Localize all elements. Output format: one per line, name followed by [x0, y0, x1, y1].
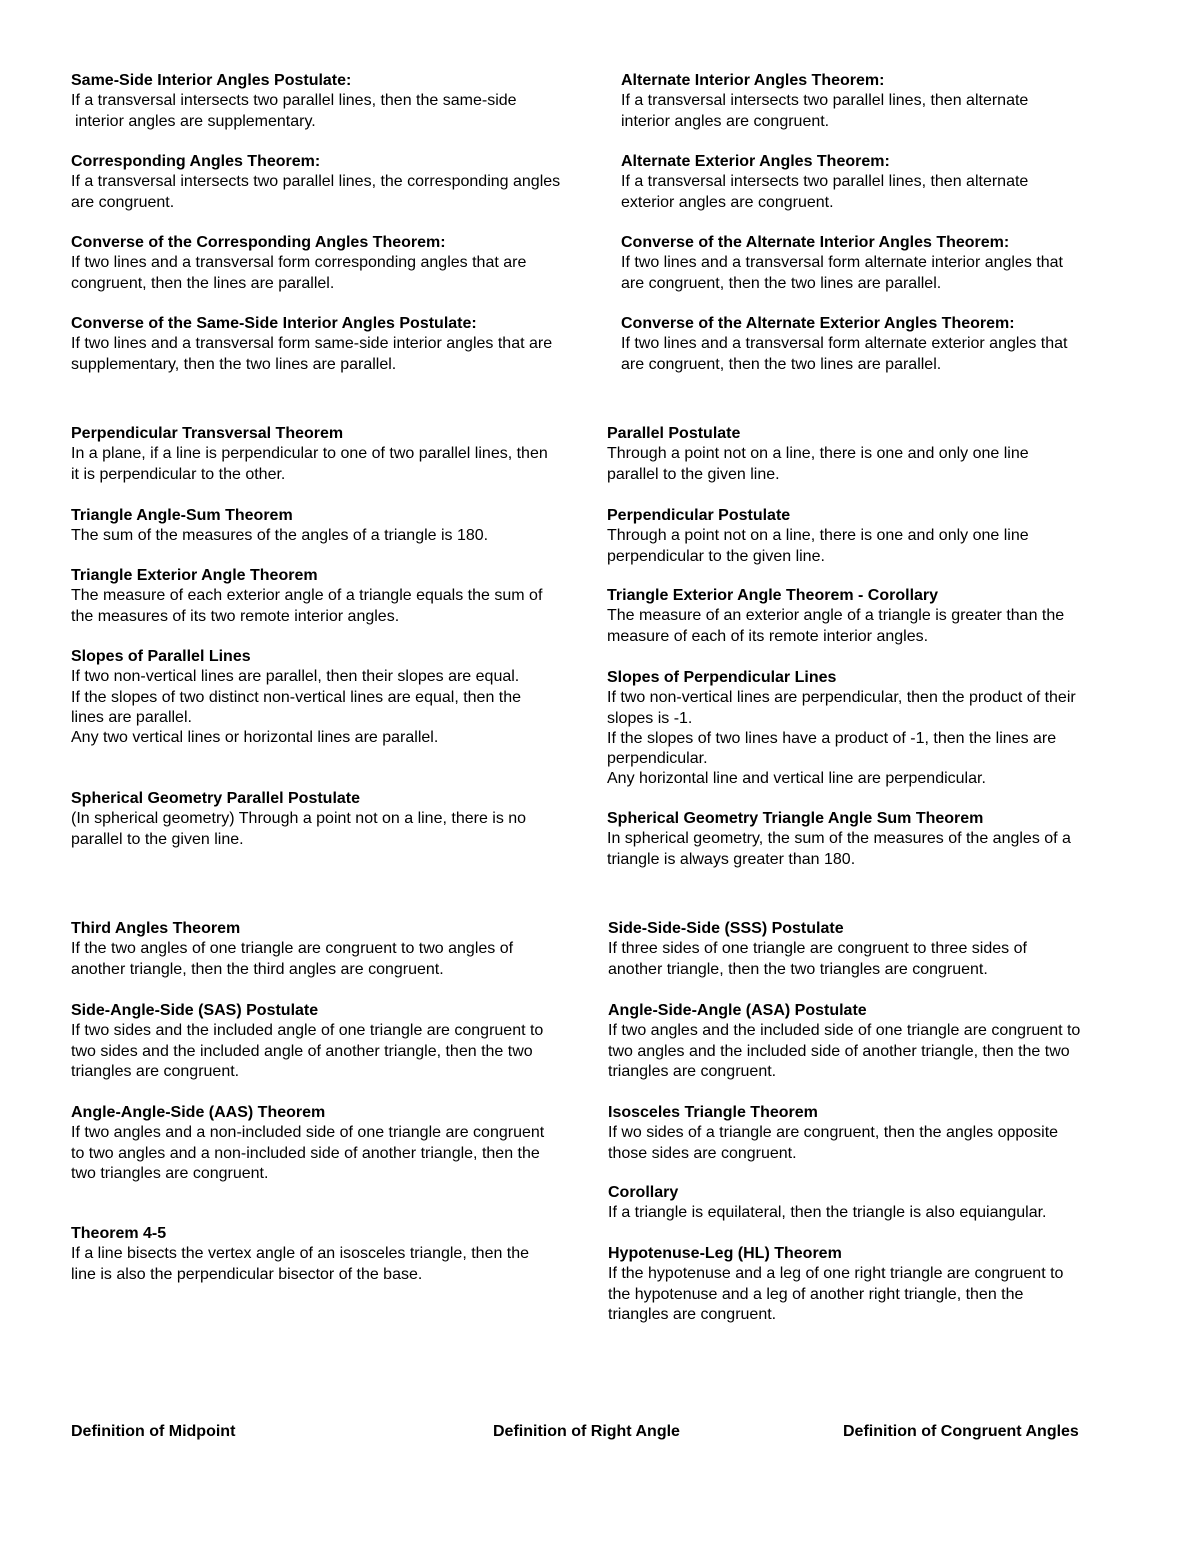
theorem-text: If wo sides of a triangle are congruent, then the angles opposite: [608, 1124, 1059, 1142]
theorem-title: Alternate Exterior Angles Theorem:: [621, 153, 890, 170]
theorem-text: slopes is -1.: [607, 709, 693, 727]
theorem-text: If two sides and the included angle of one triangle are congruent to: [71, 1022, 544, 1040]
theorem-text: triangles are congruent.: [71, 1062, 240, 1080]
theorem-entry: [621, 152, 1028, 213]
theorem-entry: [607, 586, 1064, 647]
theorem-title: Converse of the Alternate Exterior Angles Theorem:: [621, 315, 1015, 332]
theorem-text: perpendicular.: [607, 750, 708, 768]
theorem-text: the measures of its two remote interior angles.: [71, 607, 400, 625]
theorem-entry: [608, 919, 1027, 980]
theorem-entry: [608, 1244, 1063, 1325]
theorem-title: Isosceles Triangle Theorem: [608, 1104, 818, 1121]
theorem-entry: [621, 314, 1067, 375]
theorem-text: If a transversal intersects two parallel lines, the corresponding angles: [71, 173, 561, 191]
theorem-text: If two angles and a non-included side of one triangle are congruent: [71, 1124, 545, 1142]
theorem-text: If three sides of one triangle are congruent to three sides of: [608, 940, 1027, 958]
theorem-text: lines are parallel.: [71, 708, 192, 726]
theorem-title: Converse of the Alternate Interior Angles Theorem:: [621, 234, 1010, 251]
theorem-title: Slopes of Perpendicular Lines: [607, 669, 837, 686]
theorem-text: triangle is always greater than 180.: [607, 850, 856, 868]
theorem-text: If a line bisects the vertex angle of an isosceles triangle, then the: [71, 1245, 530, 1263]
theorem-text: are congruent, then the two lines are parallel.: [621, 274, 942, 292]
theorem-text: If two non-vertical lines are perpendicular, then the product of their: [607, 689, 1076, 707]
theorem-text: If two lines and a transversal form alternate interior angles that: [621, 254, 1063, 272]
theorem-title: Parallel Postulate: [607, 425, 741, 442]
theorem-entry: [608, 1001, 1080, 1082]
theorem-text: Any two vertical lines or horizontal lines are parallel.: [71, 729, 439, 747]
theorem-text: parallel to the given line.: [607, 465, 780, 483]
theorem-title: Spherical Geometry Triangle Angle Sum Theorem: [607, 810, 984, 827]
theorem-text: If two lines and a transversal form corresponding angles that are: [71, 254, 527, 272]
theorem-text: the hypotenuse and a leg of another right triangle, then the: [608, 1285, 1024, 1303]
theorem-title: Corresponding Angles Theorem:: [71, 153, 321, 170]
theorem-entry: [607, 424, 1029, 485]
theorem-title: Angle-Side-Angle (ASA) Postulate: [608, 1002, 867, 1019]
theorem-entry: [71, 233, 526, 294]
theorem-text: are congruent, then the two lines are parallel.: [621, 355, 942, 373]
theorem-entry: [71, 506, 488, 547]
theorem-text: If the two angles of one triangle are congruent to two angles of: [71, 940, 514, 958]
theorem-entry: [71, 919, 513, 980]
theorem-entry: [608, 1183, 1047, 1224]
definition-heading-right-angle: Definition of Right Angle: [493, 1423, 680, 1440]
theorem-title: Hypotenuse-Leg (HL) Theorem: [608, 1245, 842, 1262]
theorem-text: triangles are congruent.: [608, 1305, 777, 1323]
definition-heading-midpoint: Definition of Midpoint: [71, 1423, 236, 1440]
theorem-text: The measure of each exterior angle of a triangle equals the sum of: [71, 587, 543, 605]
theorem-text: The sum of the measures of the angles of a triangle is 180.: [71, 527, 489, 545]
theorem-entry: [71, 152, 560, 213]
theorem-text: two triangles are congruent.: [71, 1164, 269, 1182]
theorem-text: If two lines and a transversal form alternate exterior angles that: [621, 335, 1068, 353]
theorem-text: interior angles are congruent.: [621, 112, 830, 130]
theorem-entry: [71, 1001, 543, 1082]
theorem-text: triangles are congruent.: [608, 1062, 777, 1080]
theorem-text: parallel to the given line.: [71, 830, 244, 848]
theorem-text: congruent, then the lines are parallel.: [71, 274, 335, 292]
theorem-text: line is also the perpendicular bisector of the base.: [71, 1265, 423, 1283]
theorem-text: In spherical geometry, the sum of the measures of the angles of a: [607, 830, 1071, 848]
theorem-text: two angles and the included side of another triangle, then the two: [608, 1042, 1070, 1060]
theorem-text: If a transversal intersects two parallel lines, then the same-side: [71, 92, 517, 110]
theorem-text: measure of each of its remote interior angles.: [607, 627, 929, 645]
theorem-title: Triangle Exterior Angle Theorem: [71, 567, 318, 584]
theorem-title: Perpendicular Transversal Theorem: [71, 425, 344, 442]
theorem-text: If two non-vertical lines are parallel, then their slopes are equal.: [71, 668, 520, 686]
theorem-text: Through a point not on a line, there is one and only one line: [607, 527, 1029, 545]
theorem-entry: [608, 1103, 1058, 1164]
theorem-entry: [607, 506, 1029, 567]
theorem-title: Triangle Angle-Sum Theorem: [71, 507, 293, 524]
theorem-title: Slopes of Parallel Lines: [71, 648, 251, 665]
theorem-text: If a triangle is equilateral, then the triangle is also equiangular.: [608, 1204, 1047, 1222]
definition-heading-congruent-angles: Definition of Congruent Angles: [843, 1423, 1079, 1440]
theorem-entry: [71, 424, 548, 485]
theorem-text: In a plane, if a line is perpendicular to one of two parallel lines, then: [71, 445, 548, 463]
theorem-text: are congruent.: [71, 193, 175, 211]
theorem-entry: [71, 566, 542, 627]
theorem-entry: [621, 71, 1028, 132]
theorem-title: Alternate Interior Angles Theorem:: [621, 72, 885, 89]
theorem-text: The measure of an exterior angle of a triangle is greater than the: [607, 607, 1065, 625]
theorem-text: supplementary, then the two lines are parallel.: [71, 355, 397, 373]
theorem-text: interior angles are supplementary.: [75, 112, 316, 130]
theorem-title: Converse of the Corresponding Angles Theorem:: [71, 234, 446, 251]
theorem-text: (In spherical geometry) Through a point not on a line, there is no: [71, 810, 527, 828]
theorem-text: If two angles and the included side of one triangle are congruent to: [608, 1022, 1081, 1040]
theorem-text: another triangle, then the two triangles are congruent.: [608, 960, 988, 978]
theorem-text: If a transversal intersects two parallel lines, then alternate: [621, 92, 1029, 110]
theorem-entry: [607, 668, 1076, 790]
theorem-text: those sides are congruent.: [608, 1144, 797, 1162]
theorem-title: Triangle Exterior Angle Theorem - Corollary: [607, 587, 939, 604]
theorem-text: If the hypotenuse and a leg of one right triangle are congruent to: [608, 1265, 1064, 1283]
theorem-text: If the slopes of two distinct non-vertical lines are equal, then the: [71, 688, 522, 706]
theorem-text: another triangle, then the third angles are congruent.: [71, 960, 444, 978]
theorem-text: If a transversal intersects two parallel lines, then alternate: [621, 173, 1029, 191]
theorem-entry: [71, 789, 526, 850]
theorem-text: If two lines and a transversal form same-side interior angles that are: [71, 335, 553, 353]
theorem-text: perpendicular to the given line.: [607, 547, 825, 565]
theorem-text: If the slopes of two lines have a product of -1, then the lines are: [607, 729, 1057, 747]
theorem-title: Converse of the Same-Side Interior Angles Postulate:: [71, 315, 477, 332]
theorem-text: it is perpendicular to the other.: [71, 465, 286, 483]
theorem-title: Same-Side Interior Angles Postulate:: [71, 72, 352, 89]
theorem-text: Any horizontal line and vertical line are perpendicular.: [607, 770, 986, 788]
theorem-title: Corollary: [608, 1184, 679, 1201]
theorem-text: exterior angles are congruent.: [621, 193, 834, 211]
theorem-entry: [71, 647, 521, 748]
theorem-text: Through a point not on a line, there is one and only one line: [607, 445, 1029, 463]
theorem-entry: [71, 1103, 544, 1184]
theorem-title: Perpendicular Postulate: [607, 507, 791, 524]
theorem-entry: [71, 71, 517, 132]
theorem-entry: [71, 1224, 529, 1285]
theorem-text: to two angles and a non-included side of another triangle, then the: [71, 1144, 540, 1162]
theorem-title: Side-Angle-Side (SAS) Postulate: [71, 1002, 319, 1019]
theorem-title: Angle-Angle-Side (AAS) Theorem: [71, 1104, 326, 1121]
theorem-text: two sides and the included angle of another triangle, then the two: [71, 1042, 533, 1060]
theorem-title: Third Angles Theorem: [71, 920, 241, 937]
theorem-title: Theorem 4-5: [71, 1225, 167, 1242]
theorem-title: Side-Side-Side (SSS) Postulate: [608, 920, 844, 937]
theorem-entry: [607, 809, 1071, 870]
theorem-entry: [621, 233, 1063, 294]
theorem-title: Spherical Geometry Parallel Postulate: [71, 790, 361, 807]
theorem-entry: [71, 314, 552, 375]
